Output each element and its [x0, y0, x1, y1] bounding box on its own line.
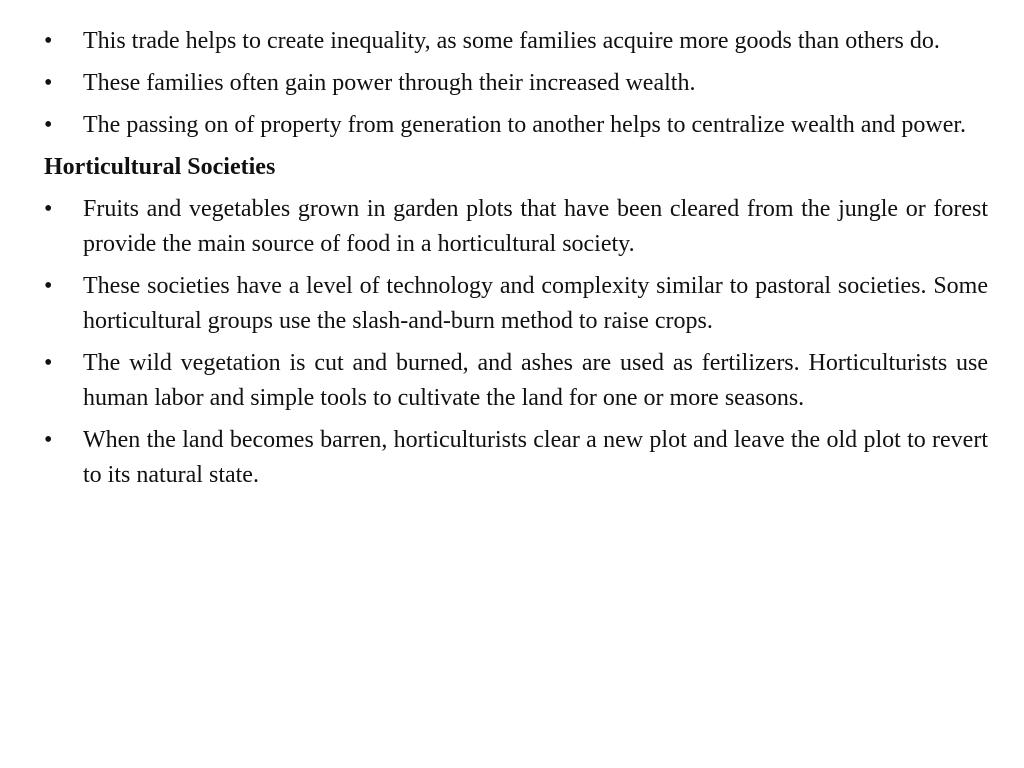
list-item [44, 66, 988, 101]
list-item [44, 24, 988, 59]
list-item [44, 423, 988, 493]
intro-bullet-list [44, 24, 988, 143]
list-item [44, 269, 988, 339]
section-heading: Horticultural Societies [44, 154, 276, 180]
list-item [44, 192, 988, 262]
bullet-marker: • [44, 196, 53, 222]
list-item [44, 108, 988, 143]
section-bullet-list [44, 192, 988, 493]
bullet-marker: • [44, 70, 53, 96]
list-item-text: The passing on of property from generation to another helps to centralize wealth and power. [83, 112, 967, 138]
list-item-text: This trade helps to create inequality, as some families acquire more goods than others do. [83, 28, 940, 54]
list-item [44, 346, 988, 416]
list-item-text: Fruits and vegetables grown in garden plots that have been cleared from the jungle or forest provide the main source of food in a horticultural society. [83, 196, 988, 257]
list-item-text: These societies have a level of technology and complexity similar to pastoral societies. Some horticultural groups use the slash-and-burn method to raise crops. [83, 273, 988, 334]
list-item-text: These families often gain power through their increased wealth. [83, 70, 696, 96]
list-item-text: The wild vegetation is cut and burned, and ashes are used as fertilizers. Horticulturists use human labor and simple tools to cultivate the land for one or more seasons. [83, 350, 988, 411]
bullet-marker: • [44, 350, 53, 376]
document-page [44, 24, 988, 500]
bullet-marker: • [44, 427, 53, 453]
list-item-text: When the land becomes barren, horticulturists clear a new plot and leave the old plot to revert to its natural state. [83, 427, 988, 488]
bullet-marker: • [44, 28, 53, 54]
bullet-marker: • [44, 112, 53, 138]
bullet-marker: • [44, 273, 53, 299]
